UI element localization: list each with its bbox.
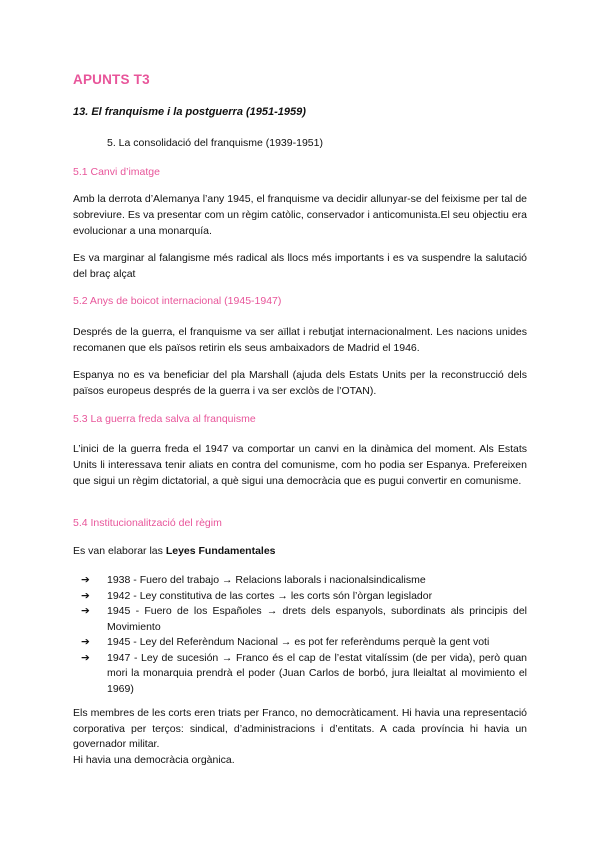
paragraph: Els membres de les corts eren triats per Franco, no democràticament. Hi havia una representació corporativa per terços: sindical, d’administracions i d’entitats. A cada província hi havia un governador militar. — [73, 707, 527, 750]
document-title: APUNTS T3 — [73, 72, 150, 87]
arrow-icon: ➔ — [81, 589, 90, 602]
list-item: ➔ 1945 - Ley del Referèndum Nacional → es pot fer referèndums perquè la gent voti — [73, 635, 527, 651]
leyes-intro — [73, 543, 527, 559]
paragraph: Es va marginar al falangisme més radical als llocs més importants i es va suspendre la salutació del braç alçat — [73, 252, 527, 280]
paragraph: Després de la guerra, el franquisme va ser aïllat i rebutjat internacionalment. Les nacions unides recomanen que els països retirin els seus ambaixadors de Madrid el 1946. — [73, 326, 527, 354]
section-heading-5-2: 5.2 Anys de boicot internacional (1945-1947) — [73, 295, 282, 307]
unit-subtitle: 13. El franquisme i la postguerra (1951-1959) — [73, 106, 306, 118]
list-item: ➔ 1938 - Fuero del trabajo → Relacions laborals i nacionalsindicalisme — [73, 573, 527, 589]
list-item: ➔ 1942 - Ley constitutiva de las cortes → les corts són l’òrgan legislador — [73, 589, 527, 605]
intro-text: Es van elaborar las — [73, 545, 166, 557]
arrow-icon: ➔ — [81, 605, 90, 617]
paragraph: L’inici de la guerra freda el 1947 va comportar un canvi en la dinàmica del moment. Als Estats Units li interessava tenir aliats en contra del comunisme, com ho podia ser Espanya. Prefereixen que sigui un règim dictatorial, a què sigui una democràcia que es pugui convertir en comunisme. — [73, 443, 527, 487]
list-item: ➔ 1945 - Fuero de los Españoles → drets dels espanyols, subordinats als principis del Movimiento — [81, 605, 527, 633]
arrow-icon: ➔ — [81, 651, 90, 664]
closing-paragraph — [73, 706, 527, 768]
list-item: ➔ 1947 - Ley de sucesión → Franco és el cap de l’estat vitalíssim (de per vida), però quan mori la monarquia prendrà el poder (Juan Carlos de borbó, jura lleialtat al movimiento el 1969) — [81, 651, 527, 695]
arrow-icon: ➔ — [81, 574, 90, 586]
section-heading-5-1: 5.1 Canvi d’imatge — [73, 166, 160, 178]
chapter-heading: 5. La consolidació del franquisme (1939-1951) — [107, 137, 323, 149]
arrow-icon: ➔ — [81, 636, 90, 648]
section-heading-5-4: 5.4 Institucionalització del règim — [73, 517, 222, 529]
paragraph: Espanya no es va beneficiar del pla Marshall (ajuda dels Estats Units per la reconstrucció dels països europeus després de la guerra i va ser exclòs de l’OTAN). — [73, 369, 527, 397]
intro-bold: Leyes Fundamentales — [165, 545, 276, 557]
section-heading-5-3: 5.3 La guerra freda salva al franquisme — [73, 413, 256, 425]
paragraph: Hi havia una democràcia orgànica. — [73, 753, 235, 766]
paragraph: Amb la derrota d’Alemanya l’any 1945, el franquisme va decidir allunyar-se del feixisme per tal de sobreviure. Es va presentar com un règim catòlic, conservador i anticomunista.El seu objectiu era evolucionar a una monarquía. — [73, 193, 527, 237]
leyes-list — [73, 573, 527, 697]
